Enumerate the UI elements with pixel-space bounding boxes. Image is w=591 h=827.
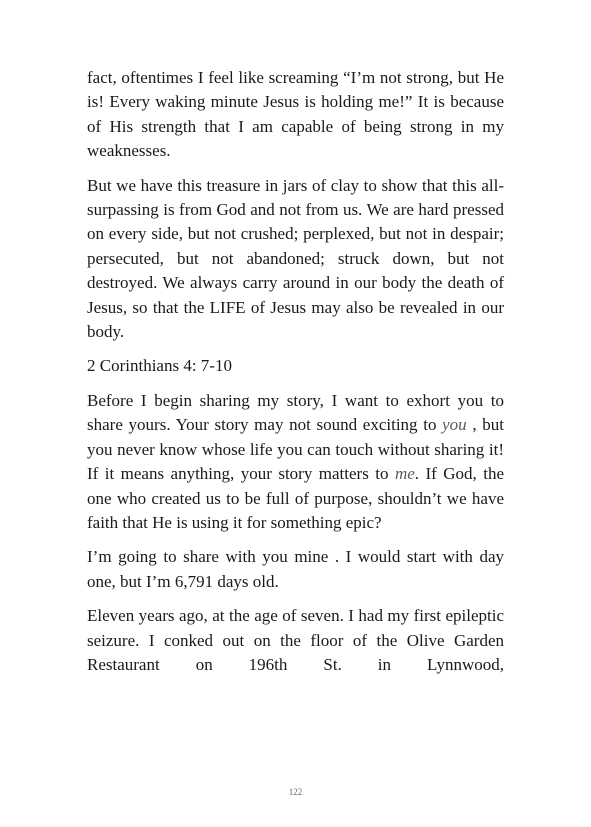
paragraph-first-seizure: Eleven years ago, at the age of seven. I had my first epileptic seizure. I conked out on the floor of the Olive Garden Restaurant on 196th St. in Lynnwood, bbox=[87, 606, 504, 674]
exhortation-text-2: , but you never know whose life you can touch without sharing it! If it means anything, your story matters to bbox=[87, 415, 504, 484]
paragraph-exhortation bbox=[87, 389, 504, 535]
emphasis-me: me bbox=[394, 464, 415, 484]
scripture-quote: But we have this treasure in jars of clay to show that this all-surpassing is from God and not from us. We are hard pressed on every side, but not crushed; perplexed, but not in despair; persecuted, but not abandoned; struck down, but not destroyed. We always carry around in our body the death of Jesus, so that the LIFE of Jesus may also be revealed in our body. bbox=[87, 175, 504, 342]
body-text bbox=[87, 66, 504, 687]
emphasis-you: you bbox=[442, 415, 467, 435]
exhortation-text-3: . If God, the one who created us to be full of purpose, shouldn’t we have faith that He is using it for something epic? bbox=[87, 464, 504, 532]
paragraph-strength: fact, oftentimes I feel like screaming “I’m not strong, but He is! Every waking minute Jesus is holding me!” It is because of His strength that I am capable of being strong in my weaknesses. bbox=[87, 68, 504, 161]
paragraph-share-mine: I’m going to share with you mine . I would start with day one, but I’m 6,791 days old. bbox=[87, 547, 504, 591]
exhortation-text-1: Before I begin sharing my story, I want to exhort you to share yours. Your story may not sound exciting to bbox=[87, 390, 504, 435]
page-number: 122 bbox=[288, 787, 303, 797]
scripture-reference: 2 Corinthians 4: 7-10 bbox=[87, 356, 232, 376]
